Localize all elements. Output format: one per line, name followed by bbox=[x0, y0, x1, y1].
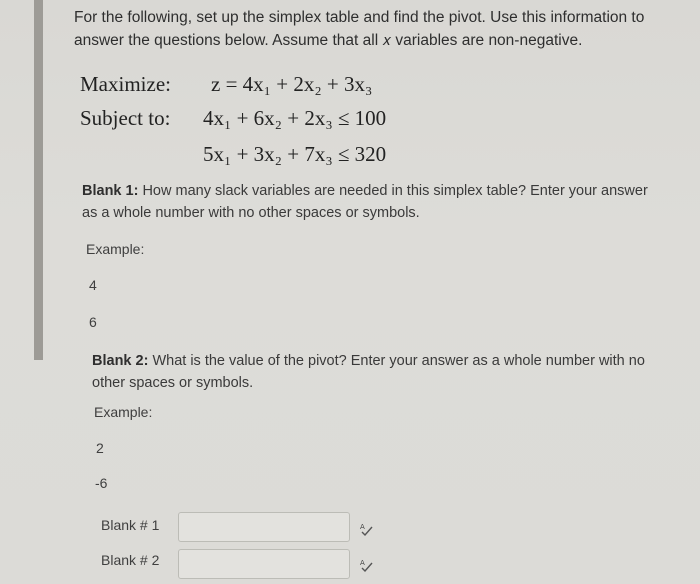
maximize-label: Maximize: bbox=[80, 72, 171, 96]
constraint-2: 5x₁ + 3x₂ + 7x₃ ≤ 320 bbox=[203, 142, 387, 166]
blank1-answer-label: Blank # 1 bbox=[101, 517, 160, 533]
blank2-label: Blank 2: bbox=[92, 353, 149, 369]
blank2-question bbox=[92, 350, 662, 394]
blank1-example-1: 4 bbox=[89, 277, 97, 293]
blank1-question bbox=[82, 180, 652, 224]
blank1-text: How many slack variables are needed in this simplex table? Enter your answer as a whole number with no other spaces or symbols. bbox=[82, 183, 648, 221]
svg-text:A: A bbox=[360, 559, 365, 567]
subject-to-label: Subject to: bbox=[80, 106, 171, 130]
blank1-label: Blank 1: bbox=[82, 183, 139, 199]
objective-function: z = 4x₁ + 2x₂ + 3x₃ bbox=[211, 72, 373, 96]
blank2-example-label: Example: bbox=[94, 404, 153, 420]
blank2-example-2: -6 bbox=[95, 475, 108, 491]
blank1-example-2: 6 bbox=[89, 314, 97, 330]
spellcheck-icon[interactable] bbox=[359, 522, 373, 536]
blank2-example-1: 2 bbox=[96, 440, 104, 456]
left-accent-bar bbox=[34, 0, 43, 360]
blank2-answer-label: Blank # 2 bbox=[101, 552, 160, 568]
blank2-answer-input[interactable] bbox=[178, 549, 350, 579]
constraint-1: 4x₁ + 6x₂ + 2x₃ ≤ 100 bbox=[203, 106, 387, 130]
blank1-example-label: Example: bbox=[86, 241, 145, 257]
spellcheck-icon[interactable] bbox=[359, 558, 373, 572]
blank1-answer-input[interactable] bbox=[178, 512, 350, 542]
intro-text: For the following, set up the simplex table and find the pivot. Use this information to answer the questions below. Assume that all 𝑥 variables are non-negative. bbox=[74, 9, 645, 49]
svg-text:A: A bbox=[360, 523, 365, 531]
blank2-text: What is the value of the pivot? Enter your answer as a whole number with no other spaces or symbols. bbox=[92, 353, 645, 391]
